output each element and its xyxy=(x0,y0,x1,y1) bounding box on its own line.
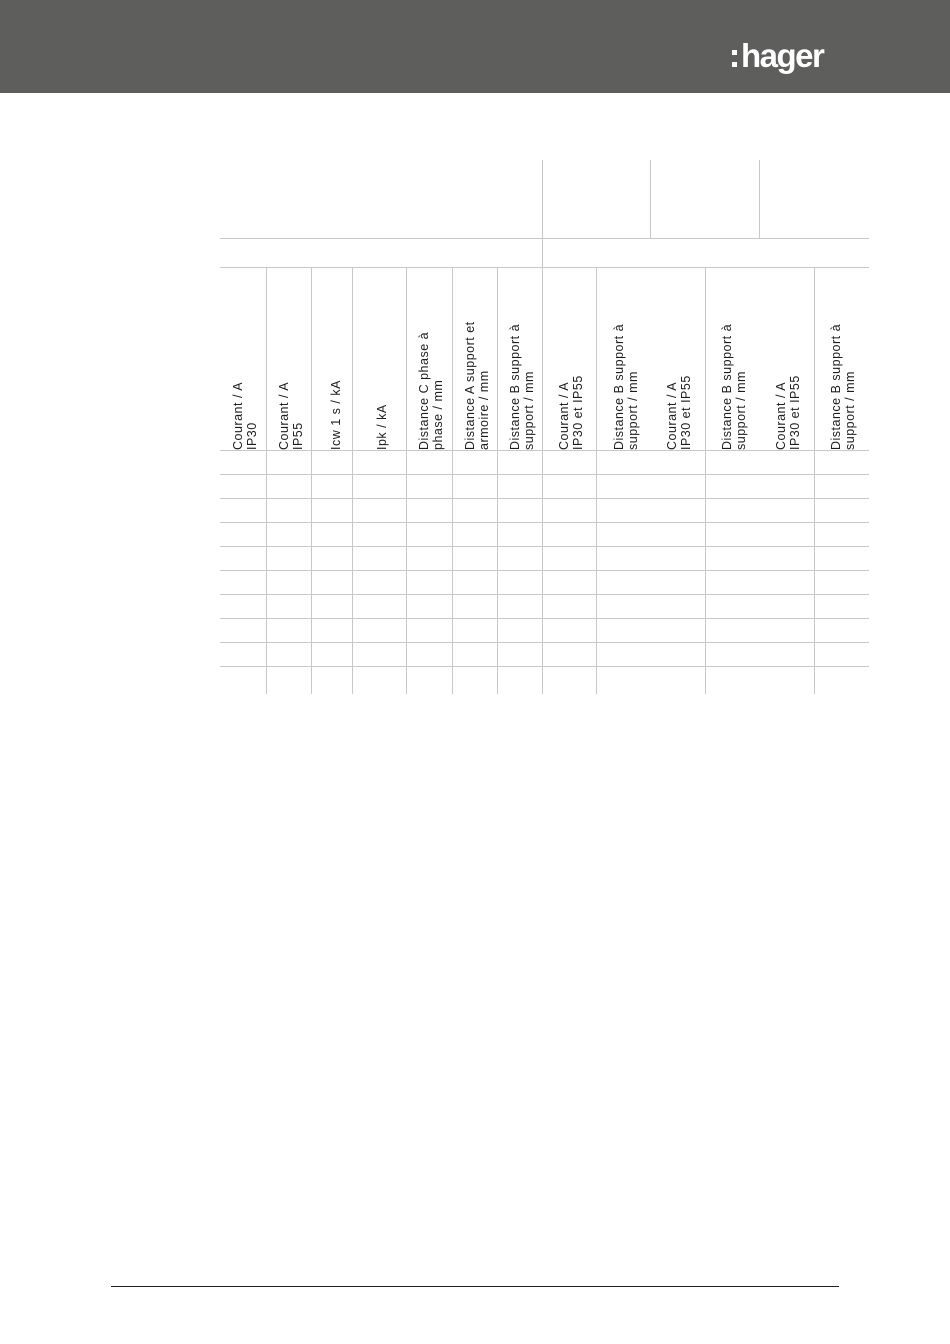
table-divider xyxy=(311,268,312,694)
table-divider xyxy=(220,267,869,268)
table-divider xyxy=(352,268,353,694)
table-divider xyxy=(406,268,407,694)
table-row xyxy=(220,498,869,499)
table-row xyxy=(220,570,869,571)
table-row xyxy=(220,594,869,595)
table-divider xyxy=(452,268,453,694)
table-divider xyxy=(542,160,543,694)
table-divider xyxy=(759,160,760,238)
table-divider xyxy=(220,238,869,239)
table-divider xyxy=(705,268,706,694)
footer-rule xyxy=(111,1286,839,1287)
table-row xyxy=(220,522,869,523)
table-row xyxy=(220,666,869,667)
table-divider xyxy=(596,268,597,694)
logo-wordmark: hager xyxy=(741,37,824,74)
table-row xyxy=(220,474,869,475)
table-row xyxy=(220,450,869,451)
table-divider xyxy=(497,268,498,694)
data-table: Courant / A IP30 Courant / A IP55 Icw 1 s / kA Ipk / kA Distance C phase à phase / mm Distance A support et armoire / mm Distance B support à support / mm Courant / A IP30 et IP55 Distance B support à support / mm Courant / A IP30 et IP55 Distance B support à support / mm Courant / A IP30 et IP55 Distance B support à support / mm xyxy=(0,0,950,1344)
table-row xyxy=(220,642,869,643)
table-divider xyxy=(650,160,651,238)
table-row xyxy=(220,546,869,547)
table-divider xyxy=(814,268,815,694)
table-divider xyxy=(266,268,267,694)
table-row xyxy=(220,618,869,619)
